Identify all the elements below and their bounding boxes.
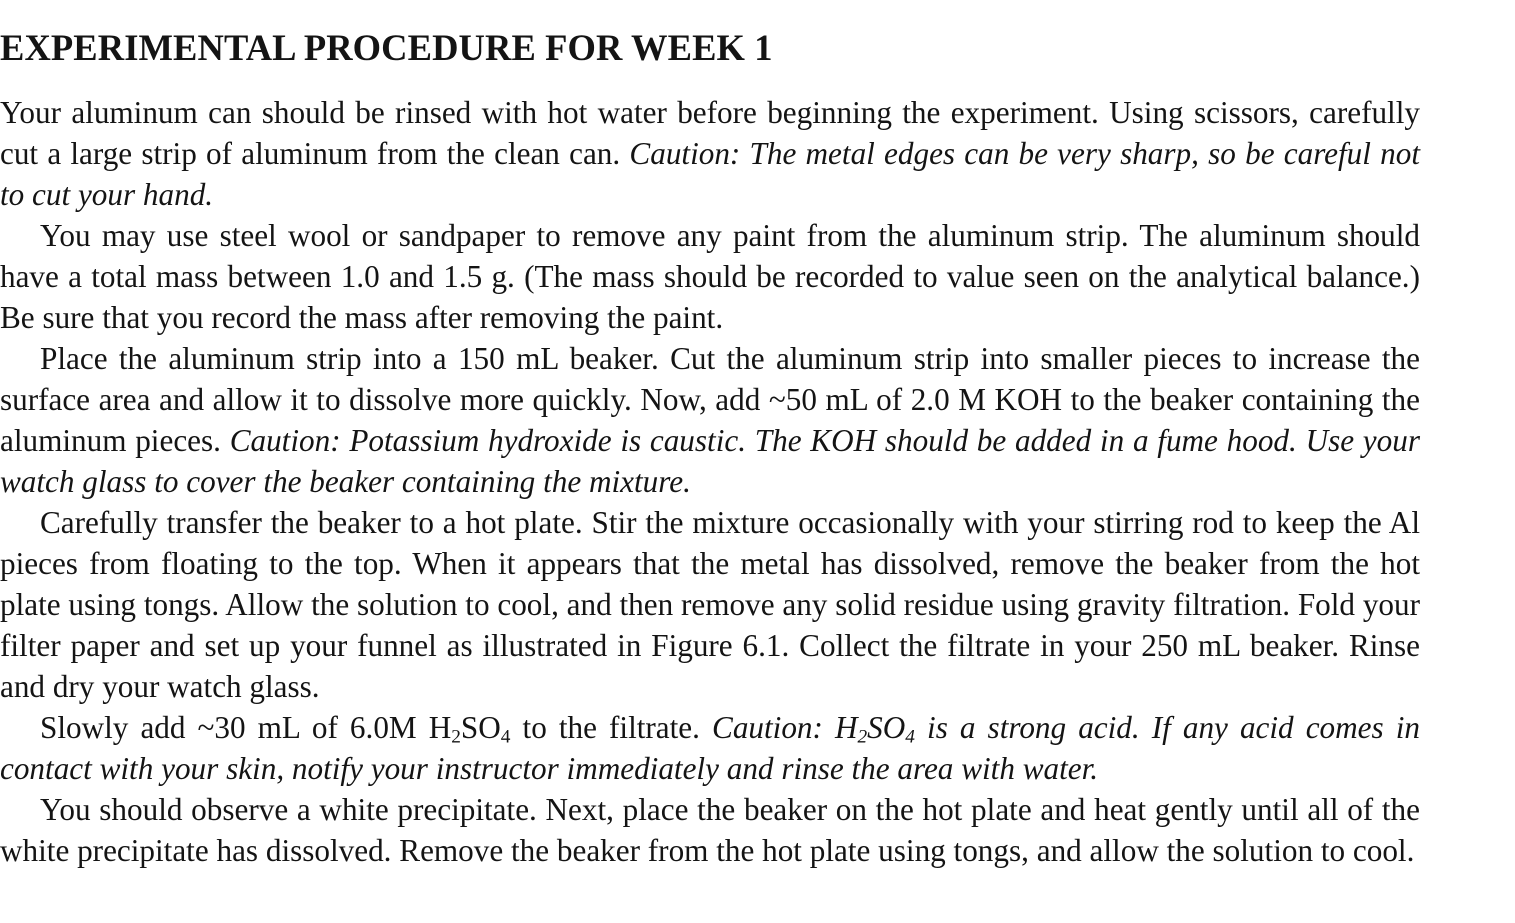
subscript-4: 4 [500, 726, 511, 748]
paragraph-5-text-c: to the filtrate. [510, 710, 713, 745]
paragraph-5-text-b: SO [460, 710, 501, 745]
paragraph-2 [0, 215, 1420, 338]
paragraph-3 [0, 338, 1420, 502]
paragraph-1-caution: Caution: The metal edges can be very sharp, so be careful not to cut your hand. [0, 136, 1421, 212]
paragraph-5-text-a: Slowly add ~30 mL of 6.0M H [40, 710, 452, 745]
paragraph-4 [0, 502, 1420, 707]
caution-text-b: SO [867, 710, 906, 745]
paragraph-6-text: You should observe a white precipitate. Next, place the beaker on the hot plate and heat gently until all of the white precipitate has dissolved. Remove the beaker from the hot plate using tongs, and allow the solution to cool. [0, 792, 1420, 868]
section-heading: EXPERIMENTAL PROCEDURE FOR WEEK 1 [0, 27, 773, 68]
paragraph-3-text: Place the aluminum strip into a 150 mL beaker. Cut the aluminum strip into smaller pieces to increase the surface area and allow it to dissolve more quickly. Now, add ~50 mL of 2.0 M KOH to the beaker containing the aluminum pieces. [0, 341, 1420, 458]
caution-subscript-4: 4 [905, 726, 915, 748]
paragraph-3-caution: Caution: Potassium hydroxide is caustic. The KOH should be added in a fume hood. Use your watch glass to cover the beaker containing the mixture. [0, 423, 1420, 499]
caution-text-c: is a strong acid. If any acid comes in contact with your skin, notify your instructor immediately and rinse the area with water. [0, 710, 1420, 786]
paragraph-1-text: Your aluminum can should be rinsed with hot water before beginning the experiment. Using scissors, carefully cut a large strip of aluminum from the clean can. [0, 95, 1420, 171]
paragraph-4-text: Carefully transfer the beaker to a hot plate. Stir the mixture occasionally with your stirring rod to keep the Al pieces from floating to the top. When it appears that the metal has dissolved, remove the beaker from the hot plate using tongs. Allow the solution to cool, and then remove any solid residue using gravity filtration. Fold your filter paper and set up your funnel as illustrated in Figure 6.1. Collect the filtrate in your 250 mL beaker. Rinse and dry your watch glass. [0, 505, 1420, 704]
subscript-2: 2 [451, 726, 461, 748]
paragraph-1 [0, 92, 1420, 215]
paragraph-2-text: You may use steel wool or sandpaper to remove any paint from the aluminum strip. The aluminum should have a total mass between 1.0 and 1.5 g. (The mass should be recorded to value seen on the analytical balance.) Be sure that you record the mass after removing the paint. [0, 218, 1420, 335]
procedure-text [0, 92, 1420, 871]
paragraph-5 [0, 707, 1420, 789]
caution-subscript-2: 2 [857, 726, 868, 748]
caution-text-a: Caution: H [712, 710, 858, 745]
paragraph-6 [0, 789, 1420, 871]
